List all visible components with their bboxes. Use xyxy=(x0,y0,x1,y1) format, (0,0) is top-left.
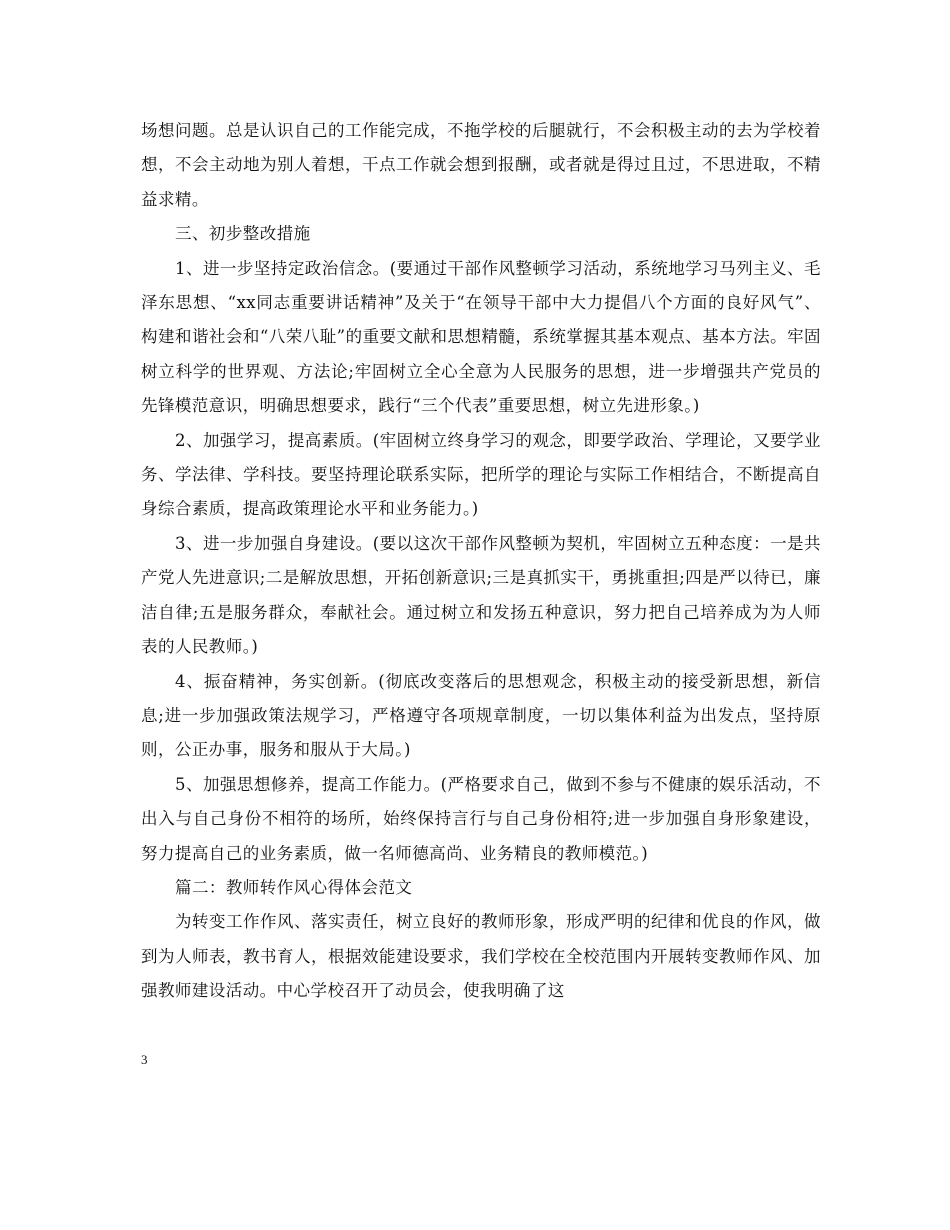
section-heading-rectification-measures: 三、初步整改措施 xyxy=(175,224,311,244)
paragraph-problem-continuation: 场想问题。总是认识自己的工作能完成，不拖学校的后腿就行，不会积极主动的去为学校着想，不会主动地为别人着想，干点工作就会想到报酬，或者就是得过且过，不思进取，不精益求精。 xyxy=(141,121,821,209)
paragraph-measure-2: 2、加强学习，提高素质。(牢固树立终身学习的观念，即要学政治、学理论，又要学业务、学法律、学科技。要坚持理论联系实际，把所学的理论与实际工作相结合，不断提高自身综合素质，提高政策理论水平和业务能力。) xyxy=(141,430,821,519)
page-number: 3 xyxy=(141,1052,148,1067)
paragraph-measure-3: 3、进一步加强自身建设。(要以这次干部作风整顿为契机，牢固树立五种态度：一是共产党人先进意识;二是解放思想，开拓创新意识;三是真抓实干，勇挑重担;四是严以待已，廉洁自律;五是服务群众，奉献社会。通过树立和发扬五种意识，努力把自己培养成为为人师表的人民教师。) xyxy=(141,533,821,657)
document-body xyxy=(141,114,821,1009)
paragraph-measure-5: 5、加强思想修养，提高工作能力。(严格要求自己，做到不参与不健康的娱乐活动，不出入与自己身份不相符的场所，始终保持言行与自己身份相符;进一步加强自身形象建设，努力提高自己的业务素质，做一名师德高尚、业务精良的教师模范。) xyxy=(141,774,821,863)
section-heading-part-two: 篇二：教师转作风心得体会范文 xyxy=(175,877,413,897)
paragraph-measure-4: 4、振奋精神，务实创新。(彻底改变落后的思想观念，积极主动的接受新思想，新信息;进一步加强政策法规学习，严格遵守各项规章制度，一切以集体利益为出发点，坚持原则，公正办事，服务和服从于大局。) xyxy=(141,671,821,760)
paragraph-part-two-intro: 为转变工作作风、落实责任，树立良好的教师形象，形成严明的纪律和优良的作风，做到为人师表，教书育人，根据效能建设要求，我们学校在全校范围内开展转变教师作风、加强教师建设活动。中心学校召开了动员会，使我明确了这 xyxy=(141,912,821,1001)
paragraph-measure-1: 1、进一步坚持定政治信念。(要通过干部作风整顿学习活动，系统地学习马列主义、毛泽东思想、“xx同志重要讲话精神”及关于“在领导干部中大力提倡八个方面的良好风气”、构建和谐社会和“八荣八耻”的重要文献和思想精髓，系统掌握其基本观点、基本方法。牢固树立科学的世界观、方法论;牢固树立全心全意为人民服务的思想，进一步增强共产党员的先锋模范意识，明确思想要求，践行“三个代表”重要思想，树立先进形象。) xyxy=(141,258,821,416)
